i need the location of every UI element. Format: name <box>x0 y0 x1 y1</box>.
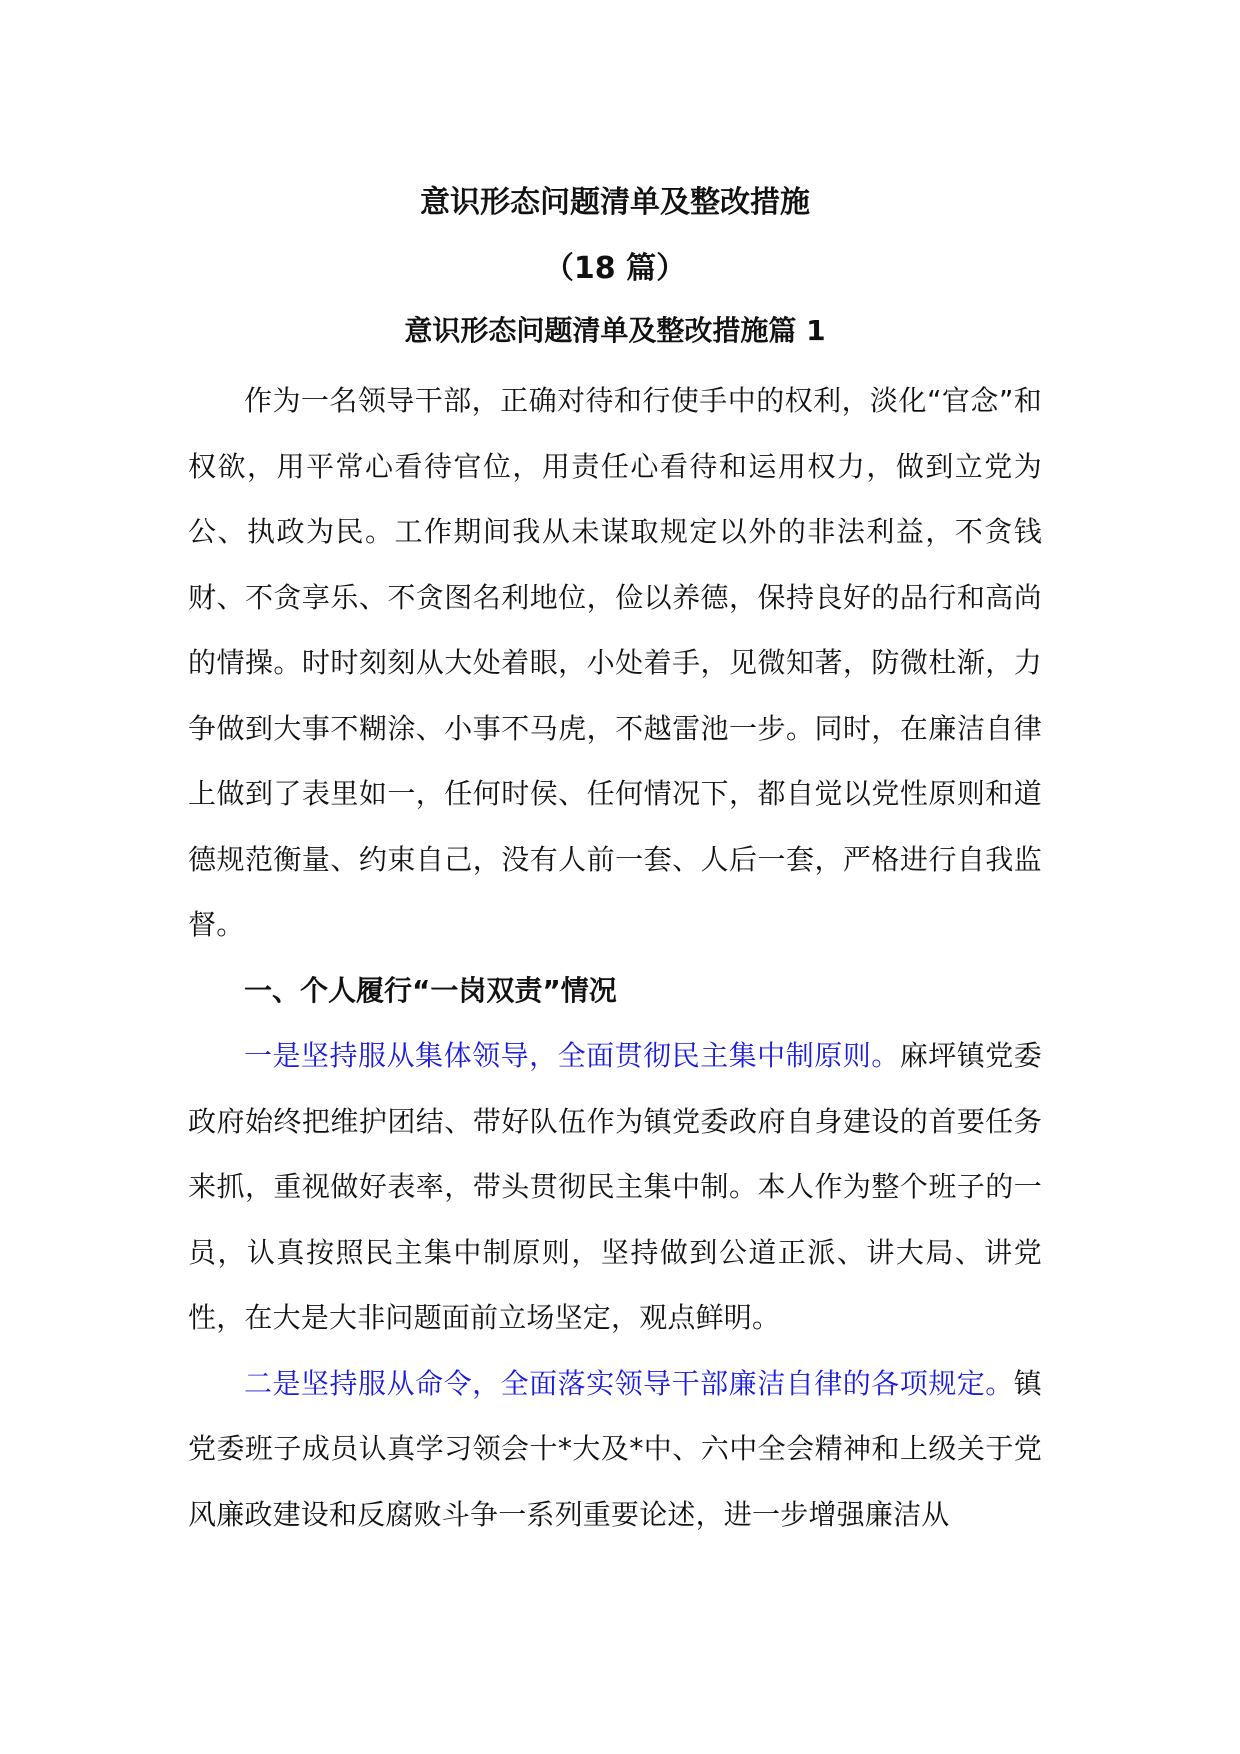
document-subtitle: 意识形态问题清单及整改措施篇 1 <box>404 314 826 347</box>
point-one-paragraph <box>188 1023 1042 1351</box>
intro-paragraph: 作为一名领导干部，正确对待和行使手中的权利，淡化“官念”和权欲，用平常心看待官位，用责任心看待和运用权力，做到立党为公、执政为民。工作期间我从未谋取规定以外的非法利益，不贪钱财、不贪享乐、不贪图名利地位，俭以养德，保持良好的品行和高尚的情操。时时刻刻从大处着眼，小处着手，见微知著，防微杜渐，力争做到大事不糊涂、小事不马虎，不越雷池一步。同时，在廉洁自律上做到了表里如一，任何时侯、任何情况下，都自觉以党性原则和道德规范衡量、约束自己，没有人前一套、人后一套，严格进行自我监督。 <box>188 384 1042 941</box>
document-page <box>188 170 1042 1547</box>
point-one-body: 麻坪镇党委政府始终把维护团结、带好队伍作为镇党委政府自身建设的首要任务来抓，重视做好表率，带头贯彻民主集中制。本人作为整个班子的一员，认真按照民主集中制原则，坚持做到公道正派、讲大局、讲党性，在大是大非问题面前立场坚定，观点鲜明。 <box>188 1039 1042 1334</box>
point-two-lead: 二是坚持服从命令，全面落实领导干部廉洁自律的各项规定。 <box>244 1366 1014 1400</box>
section-heading: 一、个人履行“一岗双责”情况 <box>244 973 617 1007</box>
document-title: 意识形态问题清单及整改措施 <box>420 185 810 220</box>
point-one-lead: 一是坚持服从集体领导，全面贯彻民主集中制原则。 <box>244 1039 900 1072</box>
point-two-body: 镇党委班子成员认真学习领会十*大及*中、六中全会精神和上级关于党风廉政建设和反腐败斗争一系列重要论述，进一步增强廉洁从 <box>188 1366 1042 1531</box>
document-count: （18 篇） <box>543 251 687 286</box>
point-two-paragraph <box>188 1351 1042 1548</box>
